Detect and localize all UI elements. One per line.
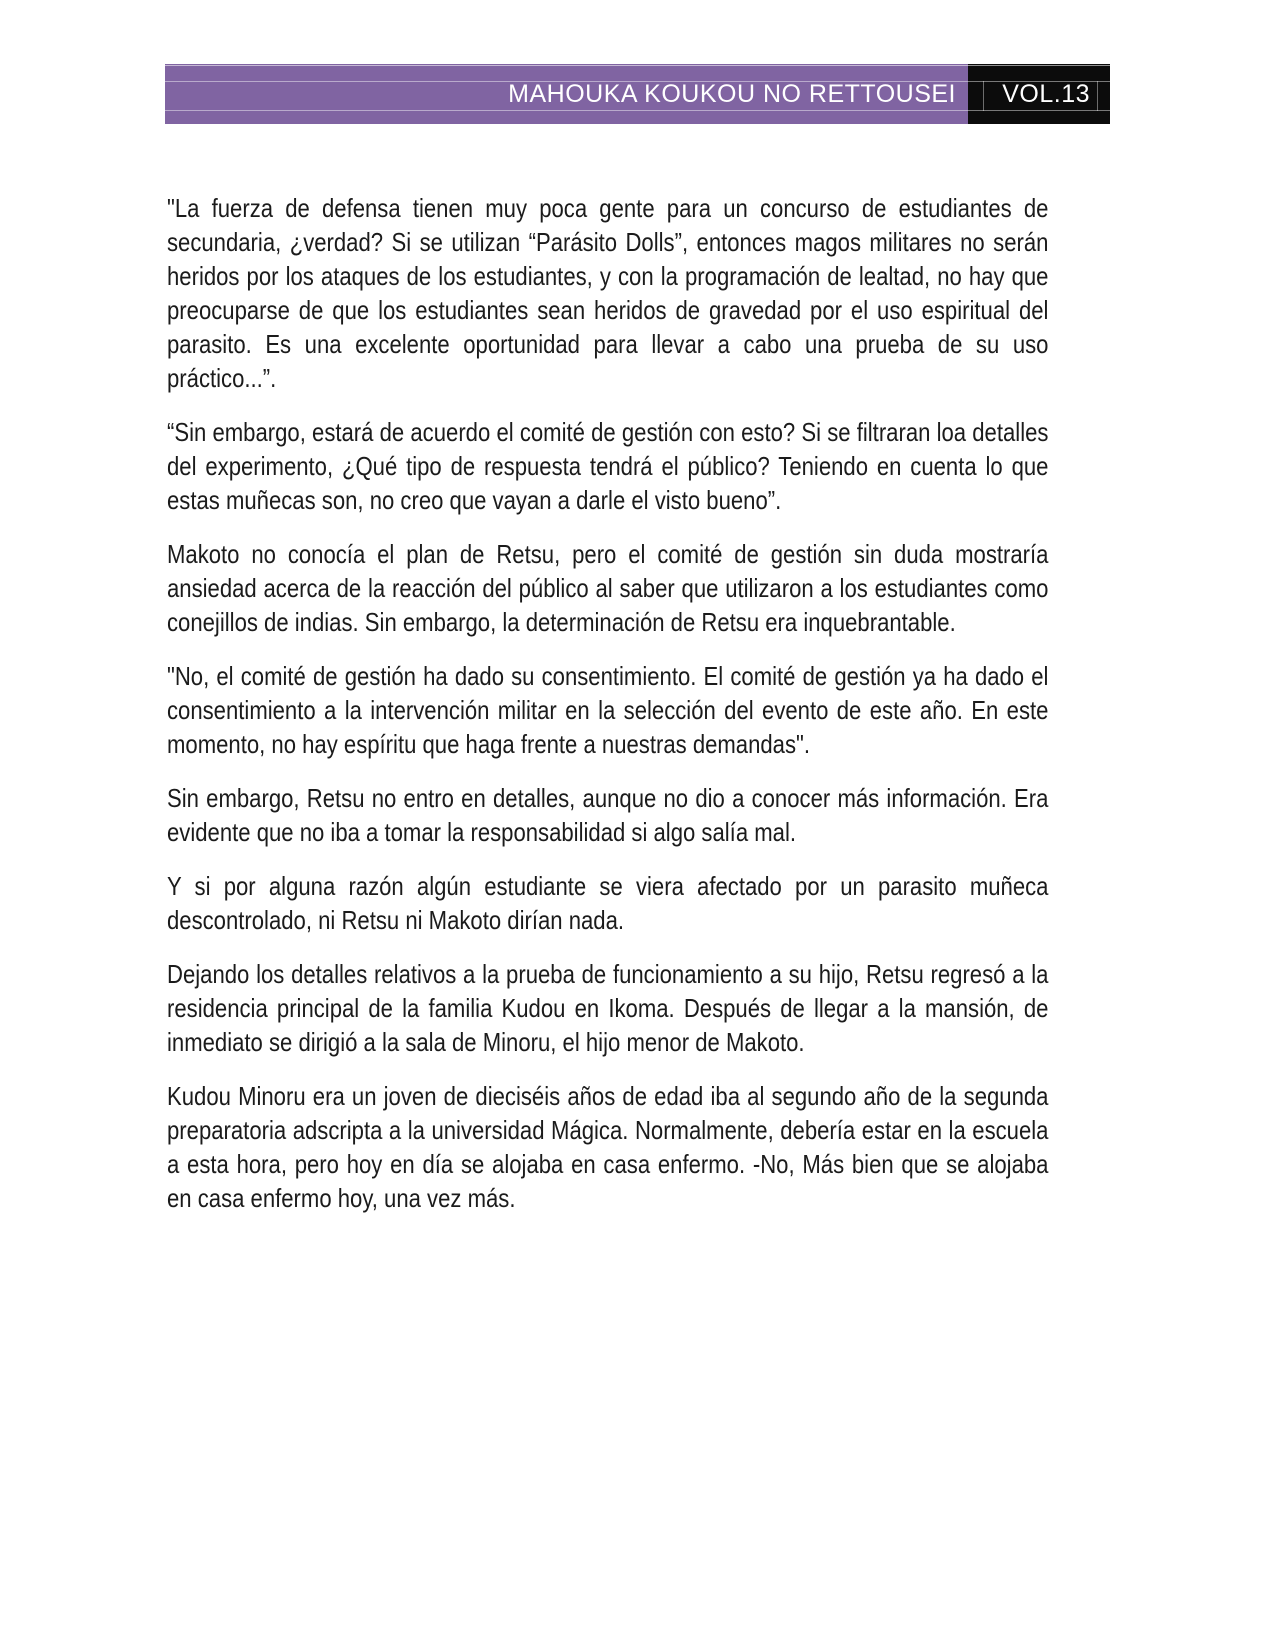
paragraph: "No, el comité de gestión ha dado su consentimiento. El comité de gestión ya ha dado el consentimiento a la intervención militar en la selección del evento de este año. En este momento, no hay espíritu que haga frente a nuestras demandas". [167,661,1049,759]
paragraph: Sin embargo, Retsu no entro en detalles, aunque no dio a conocer más información. Era evidente que no iba a tomar la responsabilidad si algo salía mal. [167,783,1049,847]
header-title-cell [165,64,968,124]
body-text [167,191,1048,1235]
header-banner [165,64,1110,124]
banner-top-edge-line [165,65,1110,66]
paragraph: Dejando los detalles relativos a la prueba de funcionamiento a su hijo, Retsu regresó a la residencia principal de la familia Kudou en Ikoma. Después de llegar a la mansión, de inmediato se dirigió a la sala de Minoru, el hijo menor de Makoto. [167,959,1049,1057]
paragraph: Kudou Minoru era un joven de dieciséis años de edad iba al segundo año de la segunda preparatoria adscripta a la universidad Mágica. Normalmente, debería estar en la escuela a esta hora, pero hoy en día se alojaba en casa enfermo. -No, Más bien que se alojaba en casa enfermo hoy, una vez más. [167,1081,1049,1213]
header-title: MAHOUKA KOUKOU NO RETTOUSEI [508,79,956,108]
paragraph: “Sin embargo, estará de acuerdo el comité de gestión con esto? Si se filtraran loa detalles del experimento, ¿Qué tipo de respuesta tendrá el público? Teniendo en cuenta lo que estas muñecas son, no creo que vayan a darle el visto bueno”. [167,417,1049,515]
paragraph: Y si por alguna razón algún estudiante se viera afectado por un parasito muñeca descontrolado, ni Retsu ni Makoto dirían nada. [167,871,1049,935]
volume-label: VOL.13 [1002,79,1090,108]
paragraph: "La fuerza de defensa tienen muy poca gente para un concurso de estudiantes de secundaria, ¿verdad? Si se utilizan “Parásito Dolls”, entonces magos militares no serán heridos por los ataques de los estudiantes, y con la programación de lealtad, no hay que preocuparse de que los estudiantes sean heridos de gravedad por el uso espiritual del parasito. Es una excelente oportunidad para llevar a cabo una prueba de su uso práctico...”. [167,193,1049,393]
volume-badge [968,64,1110,124]
paragraph: Makoto no conocía el plan de Retsu, pero el comité de gestión sin duda mostraría ansiedad acerca de la reacción del público al saber que utilizaron a los estudiantes como conejillos de indias. Sin embargo, la determinación de Retsu era inquebrantable. [167,539,1049,637]
